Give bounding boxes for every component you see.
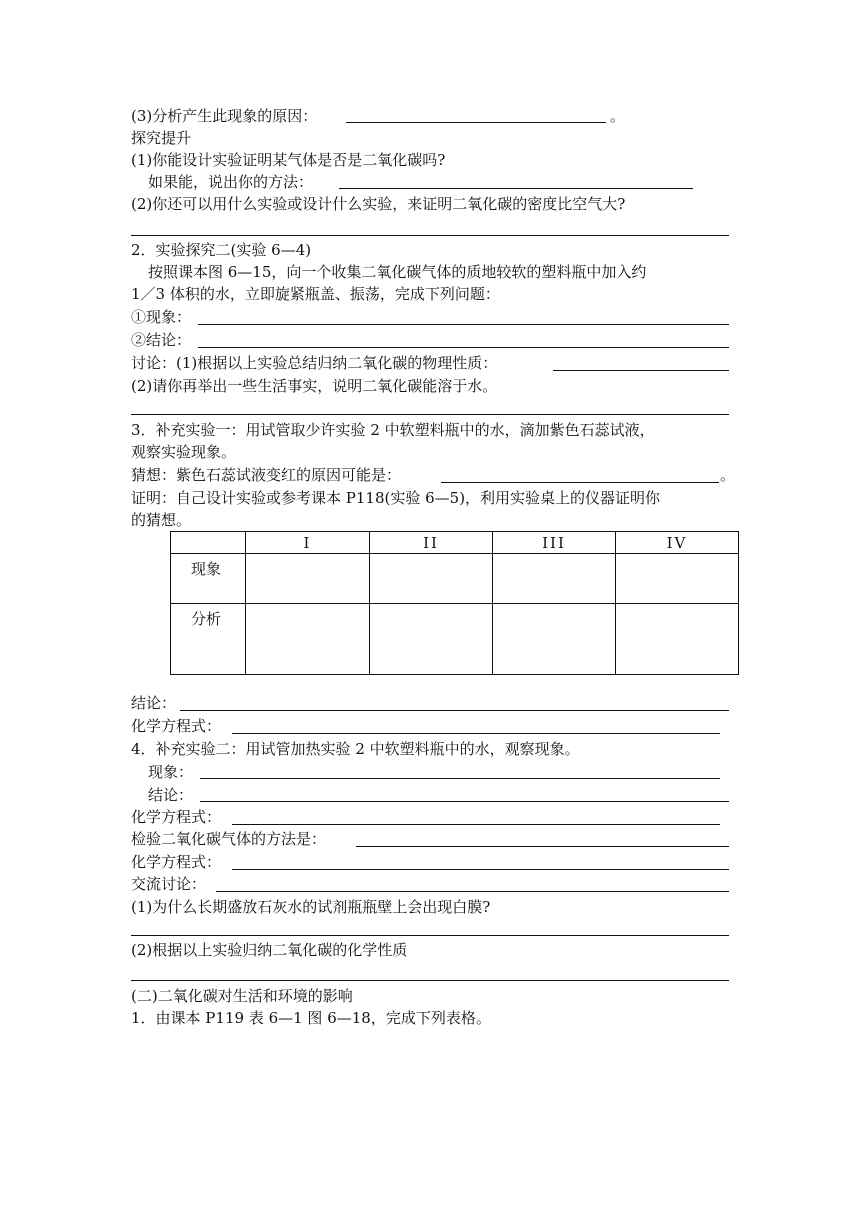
equation-blank-3[interactable]: [232, 869, 729, 870]
table-header-cell: II: [370, 532, 493, 554]
test-method-label: 检验二氧化碳气体的方法是：: [131, 830, 327, 848]
inquiry-q2: (2)你还可以用什么实验或设计什么实验，来证明二氧化碳的密度比空气大?: [131, 195, 626, 213]
experiment4-title: 4．补充实验二：用试管加热实验 2 中软塑料瓶中的水，观察现象。: [131, 740, 580, 758]
table-header-cell: III: [493, 532, 616, 554]
experiment4-phenomenon-label: 现象：: [148, 763, 194, 781]
q3-label: (3)分析产生此现象的原因：: [131, 107, 318, 125]
q2-answer-rule[interactable]: [131, 235, 729, 236]
conclusion-label: ②结论：: [131, 331, 192, 349]
inquiry-heading: 探究提升: [131, 129, 192, 147]
table-header-cell: I: [246, 532, 370, 554]
experiment4-conclusion-label: 结论：: [148, 786, 194, 804]
discussion-2: (2)请你再举出一些生活事实，说明二氧化碳能溶于水。: [131, 377, 498, 395]
guess-end: 。: [720, 466, 736, 484]
conclusion-blank[interactable]: [198, 347, 729, 348]
discussion-1: 讨论：(1)根据以上实验总结归纳二氧化碳的物理性质：: [131, 354, 498, 372]
prove-line-2: 的猜想。: [131, 511, 192, 529]
environment-heading: (二)二氧化碳对生活和环境的影响: [131, 987, 353, 1005]
experiment2-intro-1: 按照课本图 6—15，向一个收集二氧化碳气体的质地较软的塑料瓶中加入约: [148, 263, 647, 281]
table-row: [171, 604, 739, 675]
table-header-cell: IV: [616, 532, 739, 554]
discussion-2-rule[interactable]: [131, 414, 729, 415]
prove-line-1: 证明：自己设计实验或参考课本 P118(实验 6—5)，利用实验桌上的仪器证明你: [131, 489, 661, 507]
table-row: [171, 554, 739, 604]
exchange-q1: (1)为什么长期盛放石灰水的试剂瓶瓶壁上会出现白膜?: [131, 898, 491, 916]
exchange-q2: (2)根据以上实验归纳二氧化碳的化学性质: [131, 941, 408, 959]
table-cell[interactable]: [246, 604, 370, 675]
inquiry-q1: (1)你能设计实验证明某气体是否是二氧化碳吗?: [131, 151, 446, 169]
exchange-q1-rule[interactable]: [131, 935, 729, 936]
phenomenon-label: ①现象：: [131, 308, 192, 326]
guess-blank[interactable]: [441, 482, 719, 483]
equation-blank-1[interactable]: [232, 733, 720, 734]
table-cell[interactable]: [493, 604, 616, 675]
equation-label-1: 化学方程式：: [131, 717, 222, 735]
experiment4-phenomenon-blank[interactable]: [200, 778, 720, 779]
table-conclusion-blank[interactable]: [180, 710, 729, 711]
table-conclusion-label: 结论：: [131, 694, 177, 712]
guess-label: 猜想：紫色石蕊试液变红的原因可能是：: [131, 466, 402, 484]
table-cell[interactable]: [246, 554, 370, 604]
environment-item-1: 1．由课本 P119 表 6—1 图 6—18，完成下列表格。: [131, 1009, 491, 1027]
equation-label-3: 化学方程式：: [131, 853, 222, 871]
table-cell[interactable]: [616, 554, 739, 604]
table-cell[interactable]: [493, 554, 616, 604]
table-header-row: [171, 532, 739, 554]
method-answer-blank[interactable]: [339, 188, 693, 189]
table-cell[interactable]: [370, 554, 493, 604]
physical-properties-blank[interactable]: [553, 370, 729, 371]
experiment4-conclusion-blank[interactable]: [200, 801, 729, 802]
row-label: 分析: [171, 604, 246, 675]
method-label: 如果能，说出你的方法：: [148, 173, 314, 191]
table-cell[interactable]: [616, 604, 739, 675]
q3-end: 。: [610, 107, 626, 125]
exchange-q2-rule[interactable]: [131, 980, 729, 981]
exchange-blank[interactable]: [216, 891, 729, 892]
experiment3-line-2: 观察实验现象。: [131, 443, 237, 461]
row-label: 现象: [171, 554, 246, 604]
exchange-label: 交流讨论：: [131, 875, 207, 893]
observation-table: [170, 531, 739, 675]
experiment3-line-1: 3．补充实验一：用试管取少许实验 2 中软塑料瓶中的水，滴加紫色石蕊试液，: [131, 421, 655, 439]
equation-blank-2[interactable]: [232, 824, 720, 825]
q3-line: [131, 106, 317, 126]
phenomenon-blank[interactable]: [198, 324, 729, 325]
table-header-cell: [171, 532, 246, 554]
experiment2-title: 2．实验探究二(实验 6—4): [131, 241, 312, 259]
table-cell[interactable]: [370, 604, 493, 675]
q3-answer-blank[interactable]: [346, 122, 606, 123]
test-method-blank[interactable]: [356, 846, 729, 847]
experiment2-intro-2: 1／3 体积的水，立即旋紧瓶盖、振荡，完成下列问题：: [131, 285, 500, 303]
equation-label-2: 化学方程式：: [131, 808, 222, 826]
